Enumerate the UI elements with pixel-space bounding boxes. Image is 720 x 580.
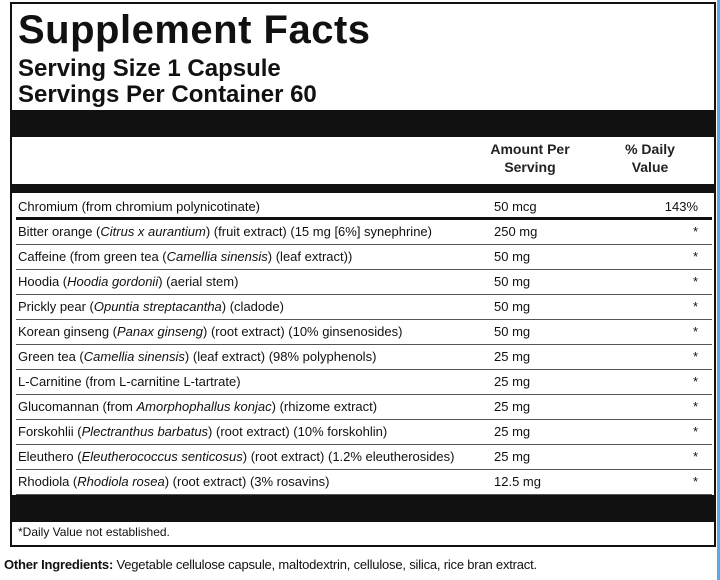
ingredient-name-suffix: ) (aerial stem) <box>158 274 239 289</box>
ingredient-name-suffix: ) (leaf extract)) <box>267 249 353 264</box>
ingredient-name-suffix: ) (root extract) (1.2% eleutherosides) <box>242 449 455 464</box>
ingredient-name <box>18 220 432 244</box>
ingredient-name-suffix: ) (leaf extract) (98% polyphenols) <box>184 349 377 364</box>
amount-header-line2: Serving <box>504 159 556 175</box>
table-row <box>16 395 712 420</box>
ingredient-latin-name: Camellia sinensis <box>166 249 268 264</box>
ingredient-name-text: L-Carnitine (from L-carnitine L-tartrate) <box>18 374 241 389</box>
ingredient-name-suffix: ) (root extract) (10% forskohlin) <box>208 424 388 439</box>
ingredient-name <box>18 395 377 419</box>
ingredient-latin-name: Citrus x aurantium <box>100 224 206 239</box>
table-row <box>16 470 712 495</box>
ingredient-name-suffix: ) (root extract) (10% ginsenosides) <box>203 324 403 339</box>
ingredient-daily-value: * <box>692 324 698 339</box>
ingredient-latin-name: Hoodia gordonii <box>67 274 159 289</box>
amount-column-header <box>472 140 588 176</box>
ingredient-amount: 50 mcg <box>494 199 537 214</box>
table-row <box>16 295 712 320</box>
ingredient-amount: 50 mg <box>494 274 531 289</box>
ingredient-name-text: Caffeine (from green tea ( <box>18 249 167 264</box>
ingredient-amount: 25 mg <box>494 449 531 464</box>
ingredient-name <box>18 195 260 219</box>
ingredient-latin-name: Eleutherococcus senticosus <box>81 449 243 464</box>
other-ingredients-text: Vegetable cellulose capsule, maltodextrin, cellulose, silica, rice bran extract. <box>113 557 537 572</box>
table-row <box>16 220 712 245</box>
servings-per-container: Servings Per Container 60 <box>18 81 317 108</box>
ingredient-name-suffix: ) (cladode) <box>221 299 284 314</box>
supplement-facts-panel <box>10 2 716 547</box>
ingredient-amount: 50 mg <box>494 324 531 339</box>
ingredient-daily-value: * <box>692 274 698 289</box>
ingredient-name <box>18 320 402 344</box>
ingredient-name-text: Green tea ( <box>18 349 84 364</box>
ingredient-name-text: Eleuthero ( <box>18 449 82 464</box>
ingredient-amount: 25 mg <box>494 374 531 389</box>
ingredient-daily-value: * <box>692 299 698 314</box>
ingredient-name-text: Bitter orange ( <box>18 224 101 239</box>
daily-value-column-header <box>604 140 696 176</box>
ingredient-name <box>18 420 387 444</box>
table-row <box>16 270 712 295</box>
ingredient-name-text: Prickly pear ( <box>18 299 94 314</box>
ingredient-name <box>18 470 329 494</box>
ingredient-amount: 25 mg <box>494 349 531 364</box>
ingredient-name-text: Glucomannan (from <box>18 399 137 414</box>
daily-value-footnote: *Daily Value not established. <box>18 525 170 539</box>
ingredient-daily-value: 143% <box>664 199 698 214</box>
ingredient-latin-name: Plectranthus barbatus <box>81 424 209 439</box>
ingredient-name <box>18 445 454 469</box>
ingredient-name <box>18 270 238 294</box>
ingredient-daily-value: * <box>692 449 698 464</box>
ingredient-name-text: Hoodia ( <box>18 274 68 289</box>
ingredient-name-text: Chromium (from chromium polynicotinate) <box>18 199 261 214</box>
table-row <box>16 345 712 370</box>
ingredient-daily-value: * <box>692 349 698 364</box>
ingredient-latin-name: Opuntia streptacantha <box>93 299 222 314</box>
ingredient-name <box>18 295 284 319</box>
ingredient-latin-name: Rhodiola rosea <box>77 474 165 489</box>
ingredient-latin-name: Panax ginseng <box>117 324 204 339</box>
ingredient-amount: 50 mg <box>494 249 531 264</box>
ingredient-amount: 25 mg <box>494 399 531 414</box>
dv-header-line1: % Daily <box>625 141 675 157</box>
other-ingredients <box>4 557 537 572</box>
ingredient-name-suffix: ) (fruit extract) (15 mg [6%] synephrine) <box>205 224 432 239</box>
ingredient-latin-name: Camellia sinensis <box>83 349 185 364</box>
ingredient-name-suffix: ) (rhizome extract) <box>271 399 378 414</box>
ingredient-daily-value: * <box>692 249 698 264</box>
ingredient-amount: 250 mg <box>494 224 538 239</box>
dv-header-line2: Value <box>631 159 669 175</box>
panel-title: Supplement Facts <box>18 8 371 52</box>
table-row <box>16 370 712 395</box>
ingredient-latin-name: Amorphophallus konjac <box>136 399 272 414</box>
table-row <box>16 445 712 470</box>
ingredient-name-suffix: ) (root extract) (3% rosavins) <box>164 474 330 489</box>
footer-divider-bar <box>12 495 714 522</box>
table-row <box>16 195 712 220</box>
ingredient-amount: 50 mg <box>494 299 531 314</box>
ingredient-name-text: Forskohlii ( <box>18 424 82 439</box>
ingredient-name <box>18 245 352 269</box>
serving-size: Serving Size 1 Capsule <box>18 55 281 82</box>
ingredient-name-text: Korean ginseng ( <box>18 324 118 339</box>
ingredient-daily-value: * <box>692 224 698 239</box>
ingredient-name-text: Rhodiola ( <box>18 474 78 489</box>
ingredient-name <box>18 345 376 369</box>
ingredient-amount: 25 mg <box>494 424 531 439</box>
ingredient-amount: 12.5 mg <box>494 474 541 489</box>
table-row <box>16 320 712 345</box>
amount-header-line1: Amount Per <box>490 141 570 157</box>
ingredient-daily-value: * <box>692 374 698 389</box>
ingredient-table <box>16 195 712 495</box>
ingredient-name <box>18 370 241 394</box>
ingredient-daily-value: * <box>692 474 698 489</box>
table-row <box>16 420 712 445</box>
ingredient-daily-value: * <box>692 424 698 439</box>
header-divider-bar <box>12 110 714 137</box>
table-row <box>16 245 712 270</box>
ingredient-daily-value: * <box>692 399 698 414</box>
column-divider-bar <box>12 184 714 193</box>
other-ingredients-label: Other Ingredients: <box>4 557 114 572</box>
